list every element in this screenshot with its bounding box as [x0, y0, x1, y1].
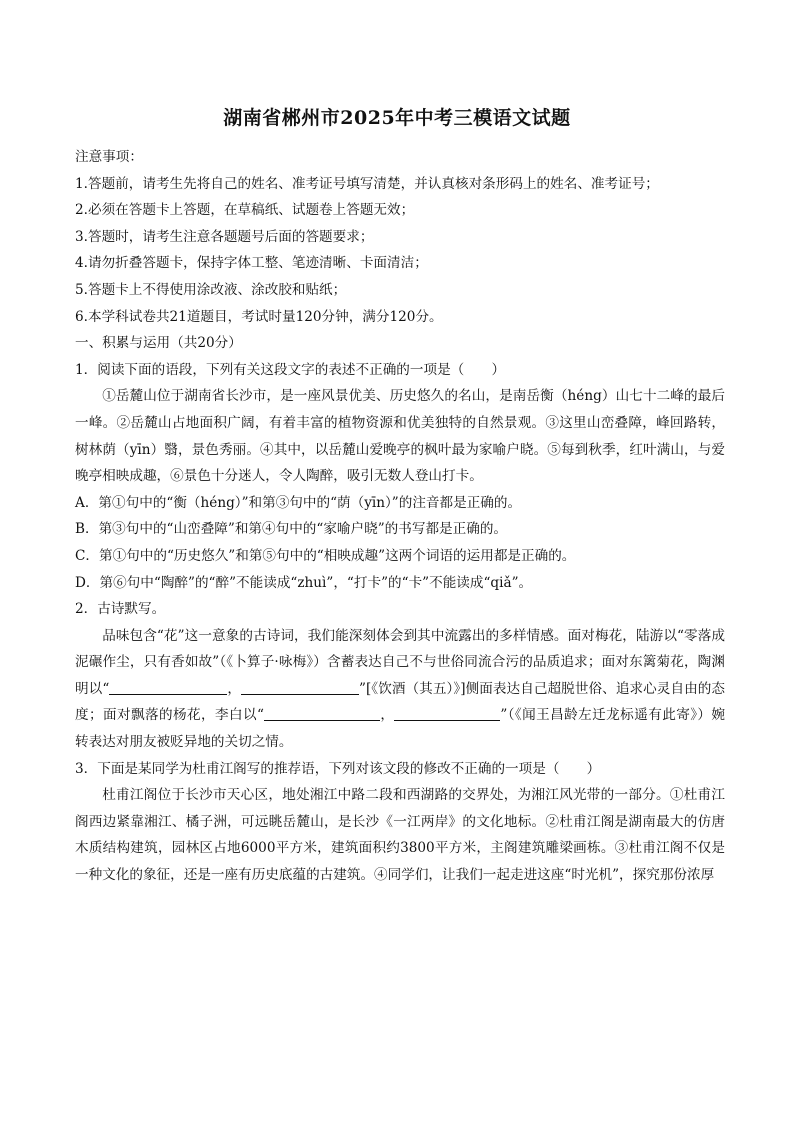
- option-b: B．第③句中的“山峦叠障”和第④句中的“家喻户晓”的书写都是正确的。: [75, 521, 508, 538]
- q2-text-4: ，: [379, 707, 395, 724]
- notice-item: 5.答题卡上不得使用涂改液、涂改胶和贴纸；: [75, 281, 347, 298]
- q2-text-1: 品味包含“花”这一意象的古诗词，我们能深刻体会到其中流露出的多样情感。面对梅花，陆游以“零落成泥碾作尘，只有香如故”（《卜算子·咏梅》）含蓄表达自己不与世俗同流合污的品质追求；面对东篱菊花，陶渊明以“: [75, 627, 725, 697]
- notice-item: 1.答题前，请考生先将自己的姓名、准考证号填写清楚，并认真核对条形码上的姓名、准考证号；: [75, 175, 659, 192]
- question-3-passage: 杜甫江阁位于长沙市天心区，地处湘江中路二段和西湖路的交界处，为湘江风光带的一部分。①杜甫江阁西边紧靠湘江、橘子洲，可远眺岳麓山，是长沙《一江两岸》的文化地标。②杜甫江阁是湖南最大的仿唐木质结构建筑，园林区占地6000平方米，建筑面积约3800平方米，主阁建筑雕梁画栋。③杜甫江阁不仅是一种文化的象征，还是一座有历史底蕴的古建筑。④同学们，让我们一起走进这座“时光机”，探究那份浓厚: [75, 787, 725, 884]
- notice-heading: 注意事项：: [75, 149, 143, 165]
- q2-text-3: ”[《饮酒（其五）》]侧面表达自己超脱世俗、追求心灵自由的态度；面对飘落的杨花，李白以“: [75, 680, 726, 724]
- exam-content: [75, 144, 725, 889]
- q2-text-2: ，: [227, 680, 242, 697]
- option-c: C．第①句中的“历史悠久”和第⑤句中的“相映成趣”这两个词语的运用都是正确的。: [75, 547, 576, 564]
- notice-item: 6.本学科试卷共21道题目，考试时量120分钟，满分120分。: [75, 308, 443, 325]
- question-2-stem: 2．古诗默写。: [75, 601, 166, 618]
- notice-item: 4.请勿折叠答题卡，保持字体工整、笔迹清晰、卡面清洁；: [75, 255, 428, 272]
- option-a: A．第①句中的“衡（héng）”和第③句中的“荫（yīn）”的注音都是正确的。: [75, 494, 522, 511]
- question-3-stem: 3．下面是某同学为杜甫江阁写的推荐语，下列对该文段的修改不正确的一项是（ ）: [75, 760, 601, 777]
- answer-blank-1[interactable]: [109, 680, 227, 695]
- question-2-passage: [75, 623, 725, 756]
- q2-text-5: ”（《闻王昌龄左迁龙标遥有此寄》）婉转表达对朋友被贬异地的关切之情。: [75, 707, 725, 751]
- option-d: D．第⑥句中“陶醉”的“醉”不能读成“zhuì”，“打卡”的“卡”不能读成“qiǎ”。: [75, 574, 533, 591]
- page-title: 湖南省郴州市2025年中考三模语文试题: [223, 107, 571, 129]
- notice-item: 3.答题时，请考生注意各题题号后面的答题要求；: [75, 228, 374, 245]
- answer-blank-3[interactable]: [264, 706, 380, 721]
- question-1-stem: 1．阅读下面的语段，下列有关这段文字的表述不正确的一项是（ ）: [75, 361, 506, 378]
- answer-blank-2[interactable]: [241, 680, 359, 695]
- question-1-passage: ①岳麓山位于湖南省长沙市，是一座风景优美、历史悠久的名山，是南岳衡（héng）山七十二峰的最后一峰。②岳麓山占地面积广阔，有着丰富的植物资源和优美独特的自然景观。③这里山峦叠障，峰回路转，树林荫（yīn）翳，景色秀丽。④其中，以岳麓山爱晚亭的枫叶最为家喻户晓。⑤每到秋季，红叶满山，与爱晚亭相映成趣，⑥景色十分迷人，令人陶醉，吸引无数人登山打卡。: [75, 388, 725, 485]
- notice-item: 2.必须在答题卡上答题，在草稿纸、试题卷上答题无效；: [75, 202, 415, 219]
- section-heading: 一、积累与运用（共20分）: [75, 335, 242, 352]
- answer-blank-4[interactable]: [394, 706, 500, 721]
